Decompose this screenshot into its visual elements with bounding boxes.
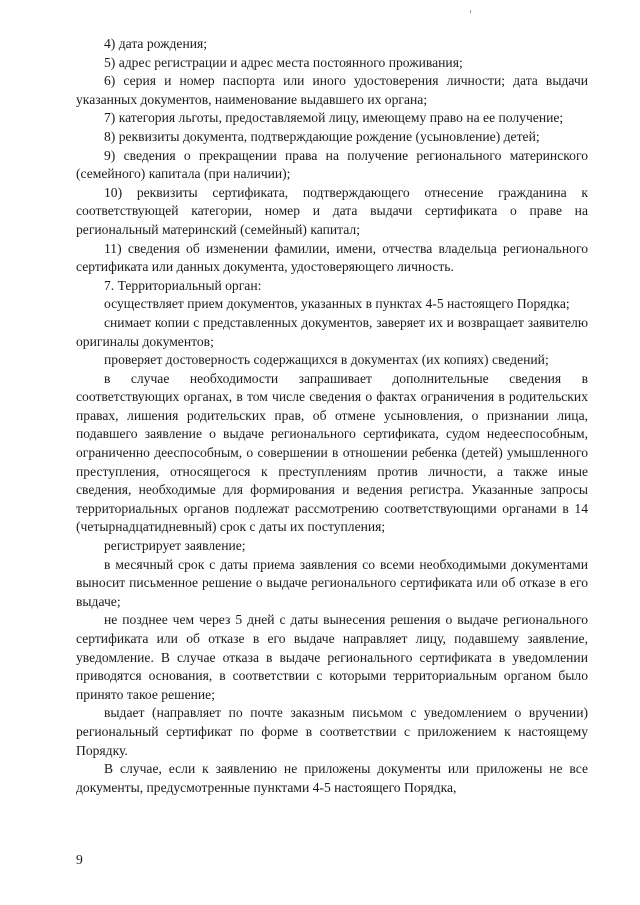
paragraph-15: в месячный срок с даты приема заявления со всеми необходимыми документами выносит письменное решение о выдаче регионального сертификата или об отказе в его выдаче;	[76, 556, 588, 609]
paragraph-16: не позднее чем через 5 дней с даты вынесения решения о выдаче регионального сертификата или об отказе в его выдаче направляет лицу, подавшему заявление, уведомление. В случае отказа в выдаче регионального сертификата в уведомлении приводятся основания, в соответствии с которыми территориальным органом было принято такое решение;	[76, 612, 588, 702]
page-number: 9	[76, 852, 83, 867]
paragraph-17: выдает (направляет по почте заказным письмом с уведомлением о вручении) региональный сертификат по форме в соответствии с приложением к настоящему Порядку.	[76, 705, 588, 758]
paragraph-5: 8) реквизиты документа, подтверждающие рождение (усыновление) детей;	[104, 128, 540, 144]
scan-speck	[470, 10, 471, 13]
paragraph-8: 11) сведения об изменении фамилии, имени, отчества владельца регионального сертификата или данных документа, удостоверяющего личность.	[76, 240, 588, 275]
paragraph-9: 7. Территориальный орган:	[104, 277, 262, 293]
paragraph-2: 5) адрес регистрации и адрес места постоянного проживания;	[104, 54, 463, 70]
paragraph-3: 6) серия и номер паспорта или иного удостоверения личности; дата выдачи указанных документов, наименование выдавшего их органа;	[76, 73, 588, 107]
paragraph-11: снимает копии с представленных документов, заверяет их и возвращает заявителю оригиналы документов;	[76, 314, 588, 349]
paragraph-7: 10) реквизиты сертификата, подтверждающего отнесение гражданина к соответствующей категории, номер и дата выдачи сертификата о праве на региональный материнский (семейный) капитал;	[76, 184, 588, 237]
paragraph-12: проверяет достоверность содержащихся в документах (их копиях) сведений;	[104, 352, 549, 368]
paragraph-1: 4) дата рождения;	[104, 36, 208, 51]
paragraph-14: регистрирует заявление;	[104, 538, 246, 554]
paragraph-4: 7) категория льготы, предоставляемой лицу, имеющему право на ее получение;	[104, 110, 564, 126]
paragraph-6: 9) сведения о прекращении права на получение регионального материнского (семейного) капитала (при наличии);	[76, 147, 588, 182]
paragraph-10: осуществляет прием документов, указанных в пунктах 4-5 настоящего Порядка;	[104, 296, 570, 312]
document-body	[76, 35, 588, 797]
paragraph-13: в случае необходимости запрашивает дополнительные сведения в соответствующих органах, в том числе сведения о фактах ограничения в родительских правах, лишения родительских прав, об отмене усыновления, о признании лица, подавшего заявление о выдаче регионального сертификата, судом недееспособным, ограниченно дееспособным, о совершении в отношении ребенка (детей) умышленного преступления, относящегося к преступлениям против личности, а также иные сведения, необходимые для формирования и ведения регистра. Указанные запросы территориальных органов подлежат рассмотрению соответствующими органами в 14 (четырнадцатидневный) срок с даты их поступления;	[76, 370, 588, 535]
paragraph-18: В случае, если к заявлению не приложены документы или приложены не все документы, предусмотренные пунктами 4-5 настоящего Порядка,	[76, 761, 588, 795]
